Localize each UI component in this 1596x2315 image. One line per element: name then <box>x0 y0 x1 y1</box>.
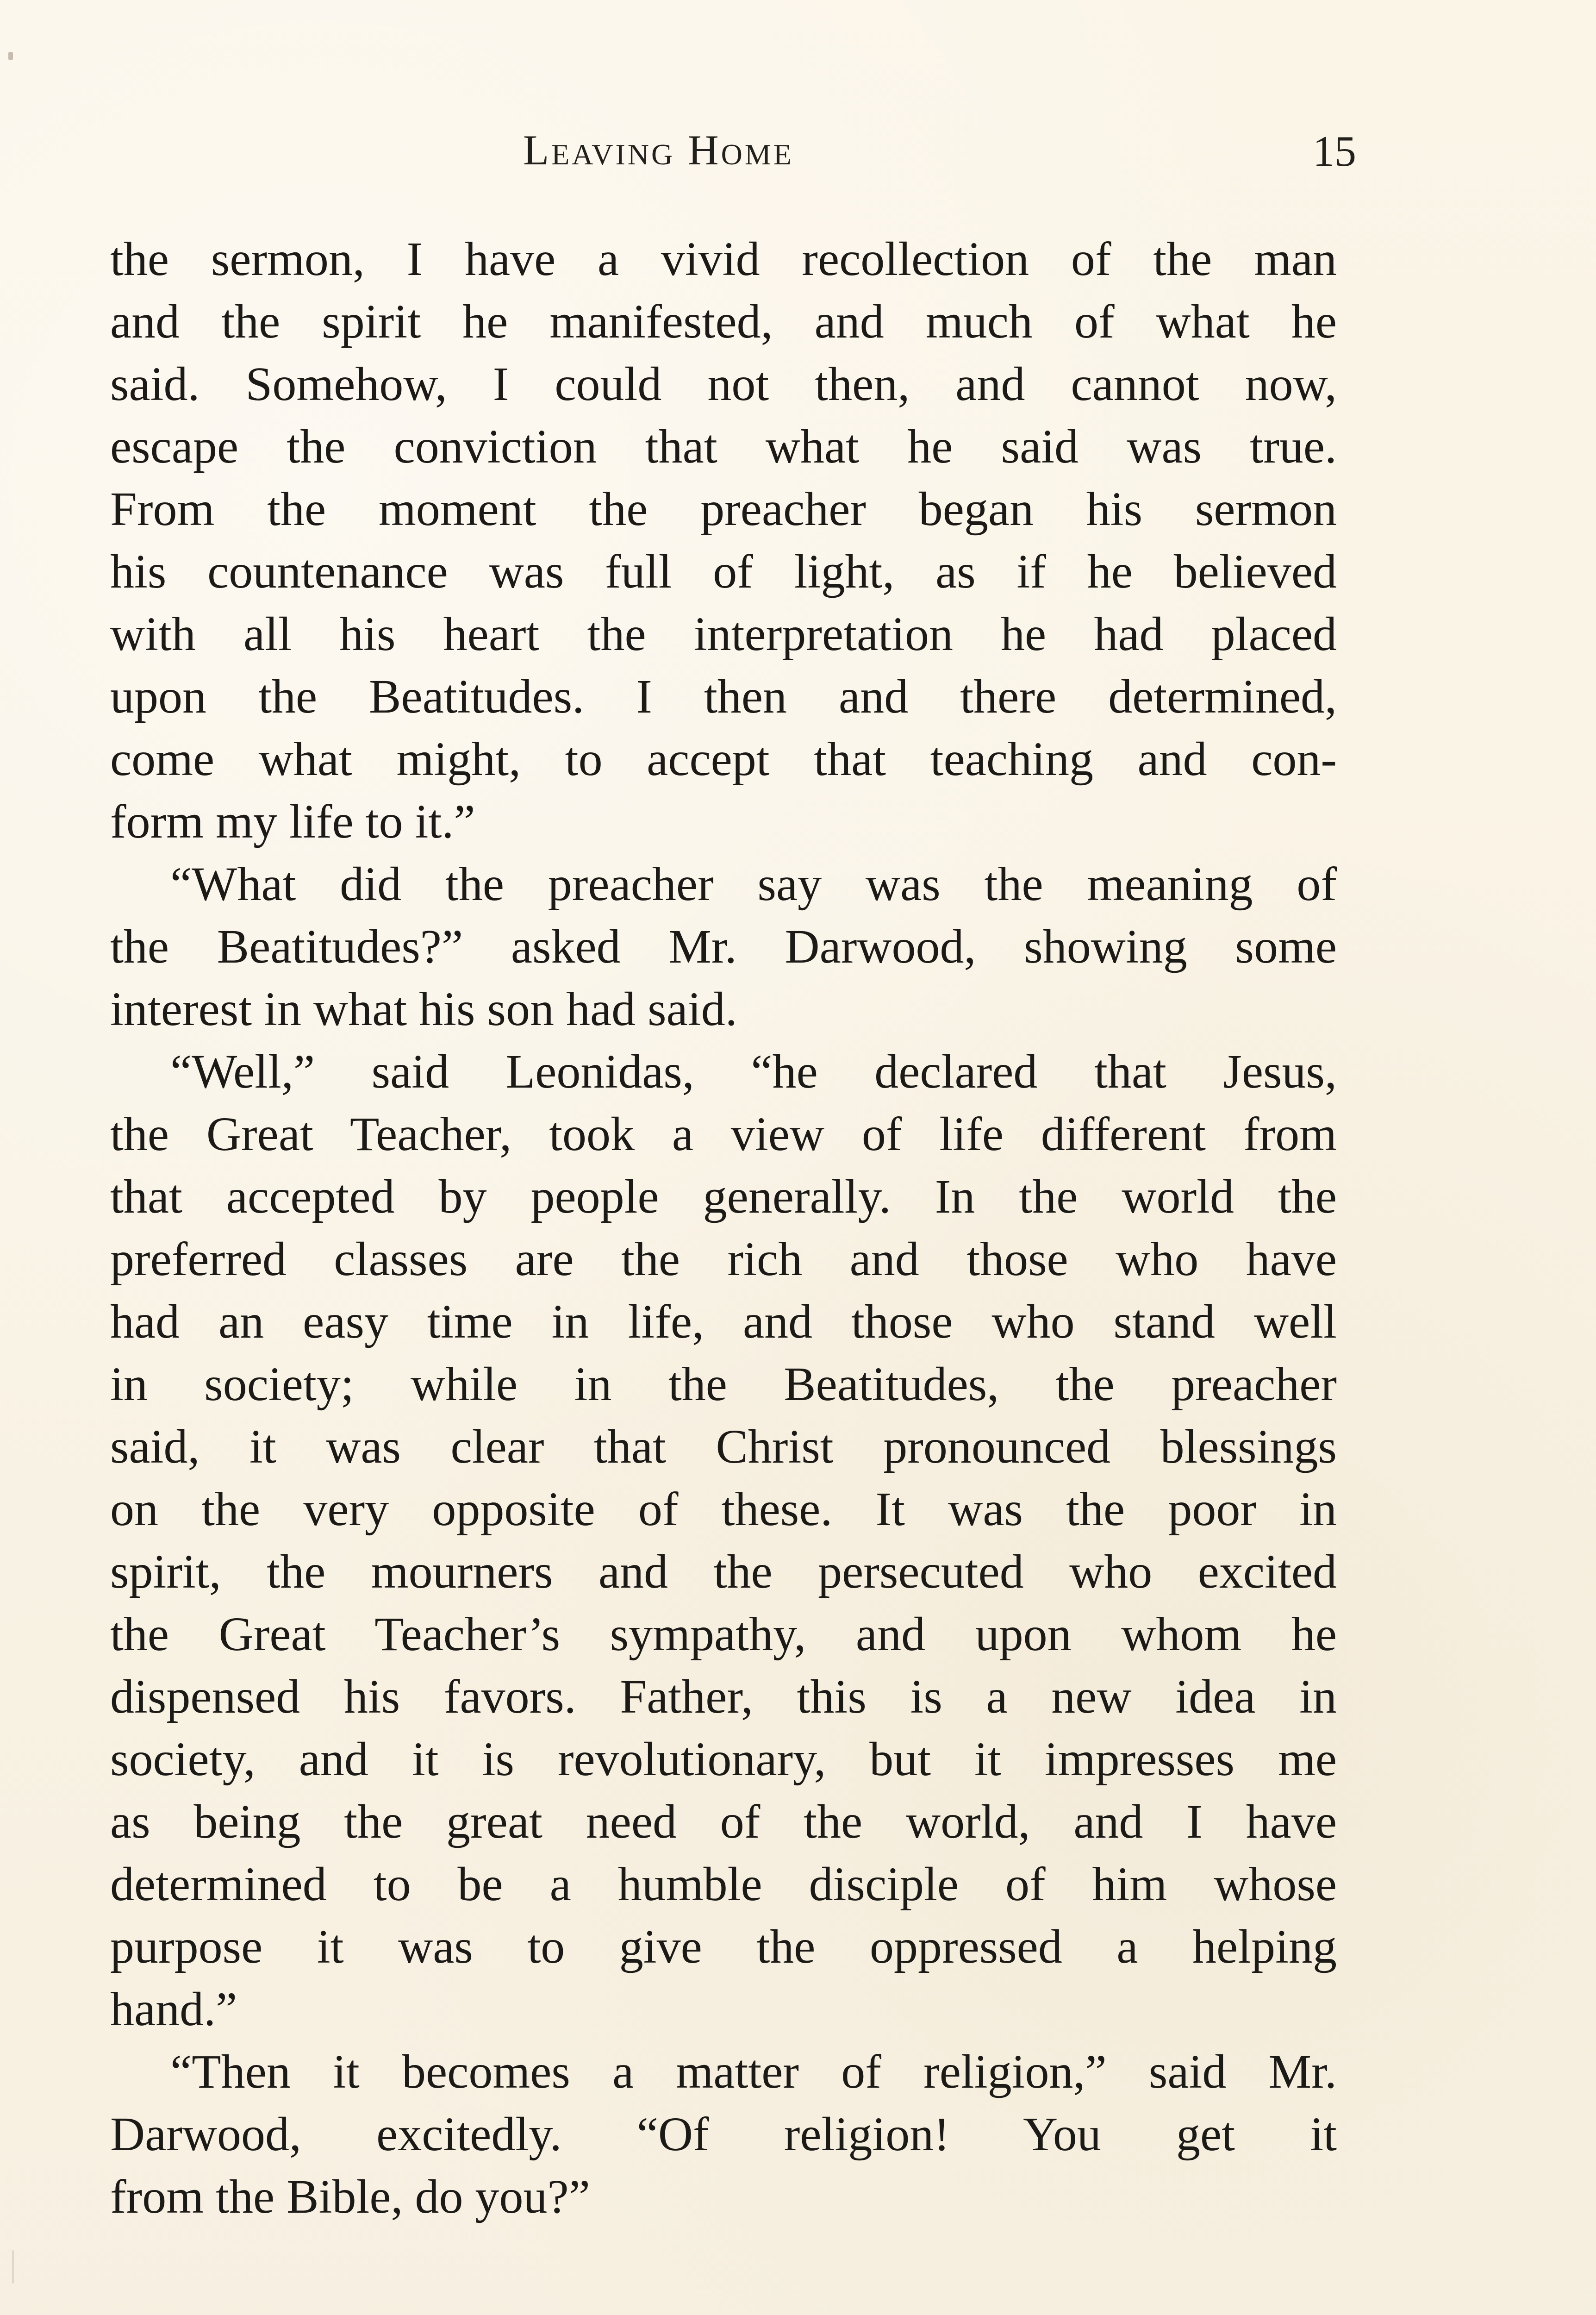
page-number: 15 <box>1313 127 1356 175</box>
page-body <box>110 228 1337 2228</box>
text-line: spirit, the mourners and the persecuted who excited <box>110 1545 1337 1598</box>
page-edge-mark <box>12 2250 14 2284</box>
text-line: the Beatitudes?” asked Mr. Darwood, showing some <box>110 920 1337 973</box>
page-edge-mark <box>8 52 13 60</box>
text-line: purpose it was to give the oppressed a helping <box>110 1920 1337 1973</box>
text-line: “Then it becomes a matter of religion,” said Mr. <box>170 2045 1337 2098</box>
text-line: hand.” <box>110 1983 237 2036</box>
text-line: said. Somehow, I could not then, and cannot now, <box>110 357 1337 411</box>
text-line: the Great Teacher, took a view of life different from <box>110 1107 1337 1161</box>
text-line: had an easy time in life, and those who stand well <box>110 1295 1337 1348</box>
text-line: on the very opposite of these. It was the poor in <box>110 1483 1337 1536</box>
text-line: “Well,” said Leonidas, “he declared that Jesus, <box>170 1045 1337 1098</box>
text-line: his countenance was full of light, as if he believed <box>110 545 1337 598</box>
text-line: from the Bible, do you?” <box>110 2170 590 2223</box>
text-line: the Great Teacher’s sympathy, and upon whom he <box>110 1608 1337 1661</box>
running-head: Leaving Home <box>523 126 794 174</box>
text-line: interest in what his son had said. <box>110 982 737 1036</box>
text-line: upon the Beatitudes. I then and there determined, <box>110 670 1337 723</box>
text-line: dispensed his favors. Father, this is a new idea in <box>110 1670 1337 1723</box>
text-line: that accepted by people generally. In the world the <box>110 1170 1337 1223</box>
text-line: come what might, to accept that teaching and con- <box>110 732 1337 786</box>
text-line: form my life to it.” <box>110 795 475 848</box>
text-line: “What did the preacher say was the meaning of <box>170 857 1337 911</box>
text-line: preferred classes are the rich and those who have <box>110 1233 1337 1286</box>
text-line: determined to be a humble disciple of him whose <box>110 1858 1337 1911</box>
text-line: said, it was clear that Christ pronounced blessings <box>110 1420 1337 1473</box>
text-line: with all his heart the interpretation he had placed <box>110 607 1337 661</box>
text-line: and the spirit he manifested, and much of what he <box>110 295 1337 348</box>
text-line: escape the conviction that what he said was true. <box>110 420 1337 473</box>
text-line: Darwood, excitedly. “Of religion! You get it <box>110 2108 1337 2161</box>
page-header <box>523 126 1356 184</box>
text-line: in society; while in the Beatitudes, the preacher <box>110 1358 1337 1411</box>
text-line: society, and it is revolutionary, but it impresses me <box>110 1733 1337 1786</box>
text-line: the sermon, I have a vivid recollection of the man <box>110 232 1337 286</box>
text-line: From the moment the preacher began his sermon <box>110 482 1337 536</box>
text-line: as being the great need of the world, and I have <box>110 1795 1337 1848</box>
